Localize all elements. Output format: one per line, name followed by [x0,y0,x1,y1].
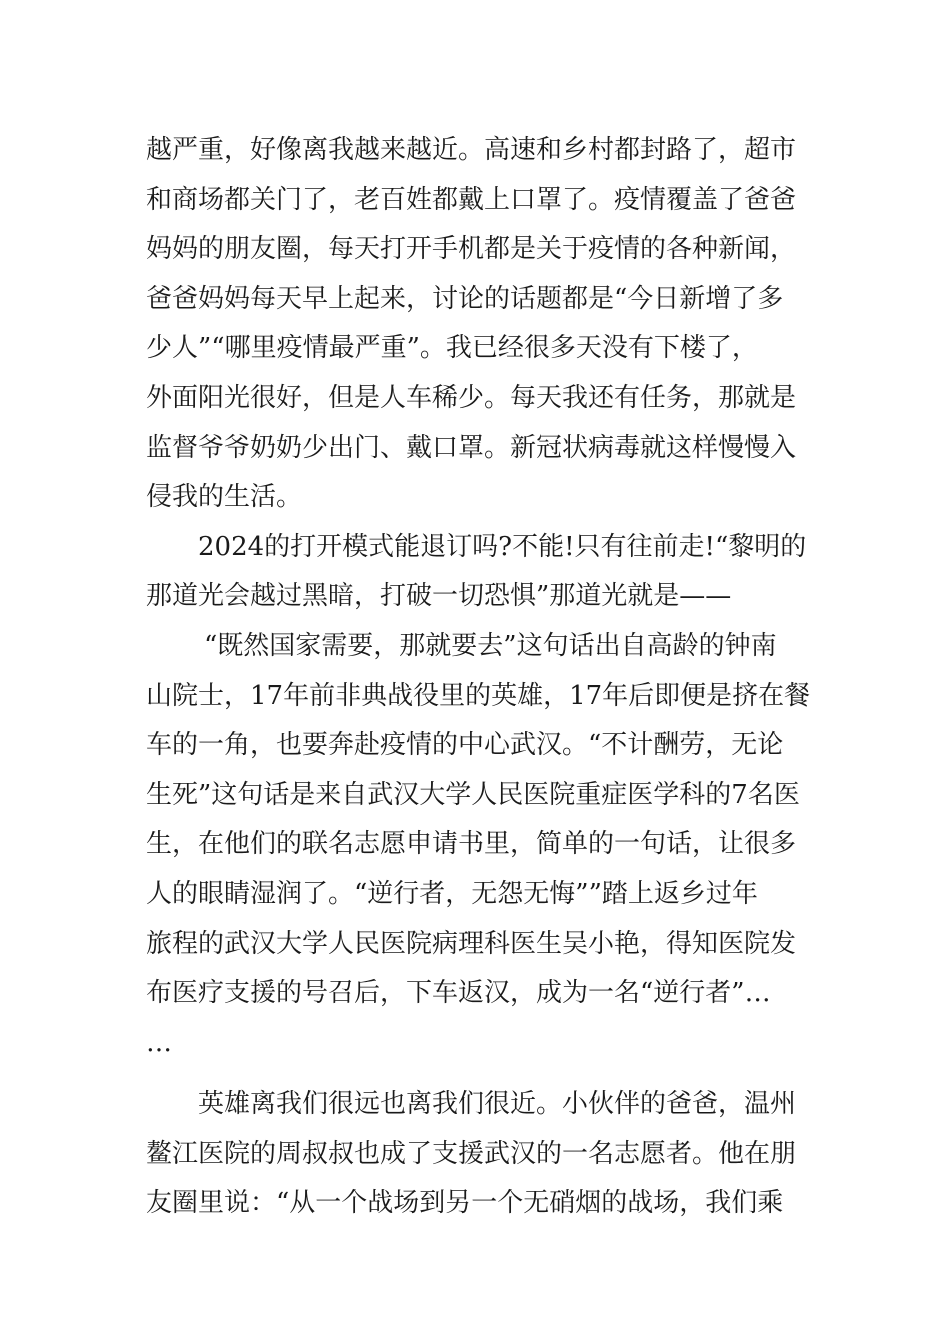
paragraph-line: 侵我的生活。 [146,482,303,513]
paragraph-line: 越严重，好像离我越来越近。高速和乡村都封路了，超市 [146,135,797,165]
paragraph-line: “既然国家需要，那就要去”这句话出自高龄的钟南 [204,630,777,661]
paragraph-line: 监督爷爷奶奶少出门、戴口罩。新冠状病毒就这样慢慢入 [146,432,797,463]
paragraph-line: 少人”“哪里疫情最严重”。我已经很多天没有下楼了， [146,333,758,364]
paragraph-4 [146,1080,808,1229]
paragraph-line: 生死”这句话是来自武汉大学人民医院重症医学科的7名医 [146,779,800,810]
paragraph-line: 和商场都关门了，老百姓都戴上口罩了。疫情覆盖了爸爸 [146,184,797,215]
paragraph-line: 人的眼睛湿润了。“逆行者，无怨无悔””踏上返乡过年 [146,878,758,909]
paragraph-line: 爸爸妈妈每天早上起来，讨论的话题都是“今日新增了多 [146,283,784,314]
paragraph-line: 旅程的武汉大学人民医院病理科医生吴小艳，得知医院发 [146,928,797,959]
paragraph-spacer [146,1068,808,1080]
paragraph-line: 那道光会越过黑暗，打破一切恐惧”那道光就是—— [146,581,732,612]
paragraph-line: 山院士，17年前非典战役里的英雄，17年后即便是挤在餐 [146,680,811,711]
paragraph-line: 生，在他们的联名志愿申请书里，简单的一句话，让很多 [146,829,797,860]
paragraph-line: 外面阳光很好，但是人车稀少。每天我还有任务，那就是 [146,382,797,413]
essay-body [146,126,811,1229]
paragraph-line: 布医疗支援的号召后，下车返汉，成为一名“逆行者”… [146,978,771,1009]
paragraph-line: … [146,1027,172,1058]
paragraph-line: 妈妈的朋友圈，每天打开手机都是关于疫情的各种新闻， [146,234,797,265]
paragraph-line: 英雄离我们很远也离我们很近。小伙伴的爸爸，温州 [198,1089,797,1120]
paragraph-1 [146,126,808,523]
paragraph-line: 友圈里说：“从一个战场到另一个无硝烟的战场，我们乘 [146,1188,784,1219]
paragraph-2 [146,523,808,622]
paragraph-line: 鳌江医院的周叔叔也成了支援武汉的一名志愿者。他在朋 [146,1138,797,1169]
paragraph-line: 车的一角，也要奔赴疫情的中心武汉。“不计酬劳，无论 [146,730,784,761]
paragraph-3 [146,622,811,1068]
paragraph-line: 2024的打开模式能退订吗?不能!只有往前走!“黎明的 [198,531,807,562]
